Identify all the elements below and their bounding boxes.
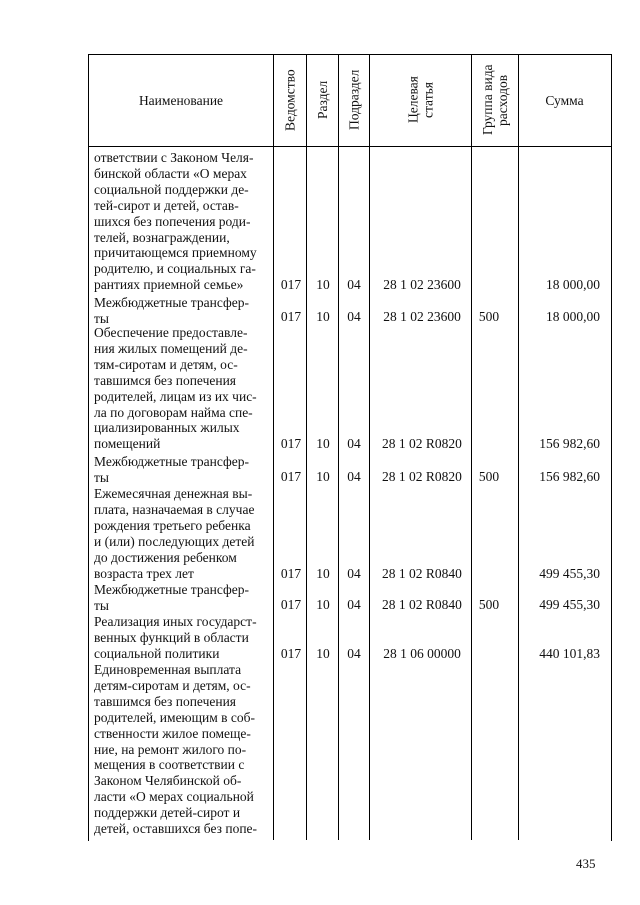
cell-summa: 440 101,83 xyxy=(539,646,600,661)
row-name: ответствии с Законом Челя- бинской области «О мерах социальной поддержки де- тей-сирот и детей, остав- шихся без попечения роди- телей, вознаграждении, причитающемся приемному родителю, и социальных га- рантиях приемной семье» xyxy=(94,150,257,293)
cell-celevaya: 28 1 02 R0820 xyxy=(382,469,462,484)
cell-razdel: 10 xyxy=(316,566,330,581)
cell-celevaya: 28 1 02 R0820 xyxy=(382,436,462,451)
row-name: Межбюджетные трансфер- ты xyxy=(94,582,249,613)
cell-vedomstvo: 017 xyxy=(280,277,302,292)
cell-podrazdel: 04 xyxy=(347,469,361,484)
cell-razdel: 10 xyxy=(316,597,330,612)
cell-celevaya: 28 1 02 R0840 xyxy=(382,566,462,581)
cell-razdel: 10 xyxy=(316,309,330,324)
cell-razdel: 10 xyxy=(316,436,330,451)
col-divider-name xyxy=(273,54,274,840)
cell-celevaya: 28 1 02 R0840 xyxy=(382,597,462,612)
row-name: Межбюджетные трансфер- ты xyxy=(94,295,249,326)
cell-gruppa: 500 xyxy=(478,597,500,612)
cell-summa: 18 000,00 xyxy=(546,309,600,324)
cell-summa: 156 982,60 xyxy=(539,436,600,451)
cell-podrazdel: 04 xyxy=(347,436,361,451)
cell-podrazdel: 04 xyxy=(347,646,361,661)
page-number: 435 xyxy=(576,856,596,871)
cell-podrazdel: 04 xyxy=(347,277,361,292)
cell-podrazdel: 04 xyxy=(347,566,361,581)
cell-razdel: 10 xyxy=(316,469,330,484)
cell-vedomstvo: 017 xyxy=(280,597,302,612)
header-vedomstvo: Ведомство xyxy=(282,69,298,131)
header-gruppa: Группа вида расходов xyxy=(480,64,510,136)
col-divider-ved xyxy=(306,54,307,840)
cell-summa: 499 455,30 xyxy=(539,597,600,612)
cell-razdel: 10 xyxy=(316,646,330,661)
row-name: Межбюджетные трансфер- ты xyxy=(94,454,249,485)
col-divider-podrazdel xyxy=(369,54,370,840)
row-name: Ежемесячная денежная вы- плата, назначаемая в случае рождения третьего ребенка и (или) последующих детей до достижения ребенком возраста трех лет xyxy=(94,486,255,581)
header-celevaya: Целевая статья xyxy=(405,76,436,124)
header-podrazdel: Подраздел xyxy=(346,69,362,131)
cell-podrazdel: 04 xyxy=(347,597,361,612)
cell-razdel: 10 xyxy=(316,277,330,292)
header-razdel: Раздел xyxy=(315,80,330,120)
header-name: Наименование xyxy=(138,93,224,108)
col-divider-gruppa xyxy=(518,54,519,840)
cell-gruppa: 500 xyxy=(478,469,500,484)
col-divider-razdel xyxy=(338,54,339,840)
row-name: Единовременная выплата детям-сиротам и детям, ос- тавшимся без попечения родителей, имеющим в соб- ственности жилое помеще- ние, на ремонт жилого по- мещения в соответствии с Законом Челябинской об- ласти «О мерах социальной поддержки детей-сирот и детей, оставшихся без попе- xyxy=(94,662,258,837)
row-name: Обеспечение предоставле- ния жилых помещений де- тям-сиротам и детям, ос- тавшимся без попечения родителей, лицам из их чис- ла по договорам найма спе- циализированных жилых помещений xyxy=(94,325,257,452)
cell-podrazdel: 04 xyxy=(347,309,361,324)
header-summa: Сумма xyxy=(545,93,584,108)
cell-summa: 18 000,00 xyxy=(546,277,600,292)
cell-vedomstvo: 017 xyxy=(280,309,302,324)
cell-vedomstvo: 017 xyxy=(280,436,302,451)
cell-summa: 499 455,30 xyxy=(539,566,600,581)
cell-celevaya: 28 1 06 00000 xyxy=(383,646,461,661)
cell-celevaya: 28 1 02 23600 xyxy=(383,277,461,292)
cell-summa: 156 982,60 xyxy=(539,469,600,484)
cell-vedomstvo: 017 xyxy=(280,566,302,581)
header-bottom-border xyxy=(88,146,611,147)
cell-vedomstvo: 017 xyxy=(280,646,302,661)
cell-celevaya: 28 1 02 23600 xyxy=(383,309,461,324)
row-name: Реализация иных государст- венных функций в области социальной политики xyxy=(94,614,257,661)
col-divider-celevaya xyxy=(471,54,472,840)
cell-vedomstvo: 017 xyxy=(280,469,302,484)
cell-gruppa: 500 xyxy=(478,309,500,324)
